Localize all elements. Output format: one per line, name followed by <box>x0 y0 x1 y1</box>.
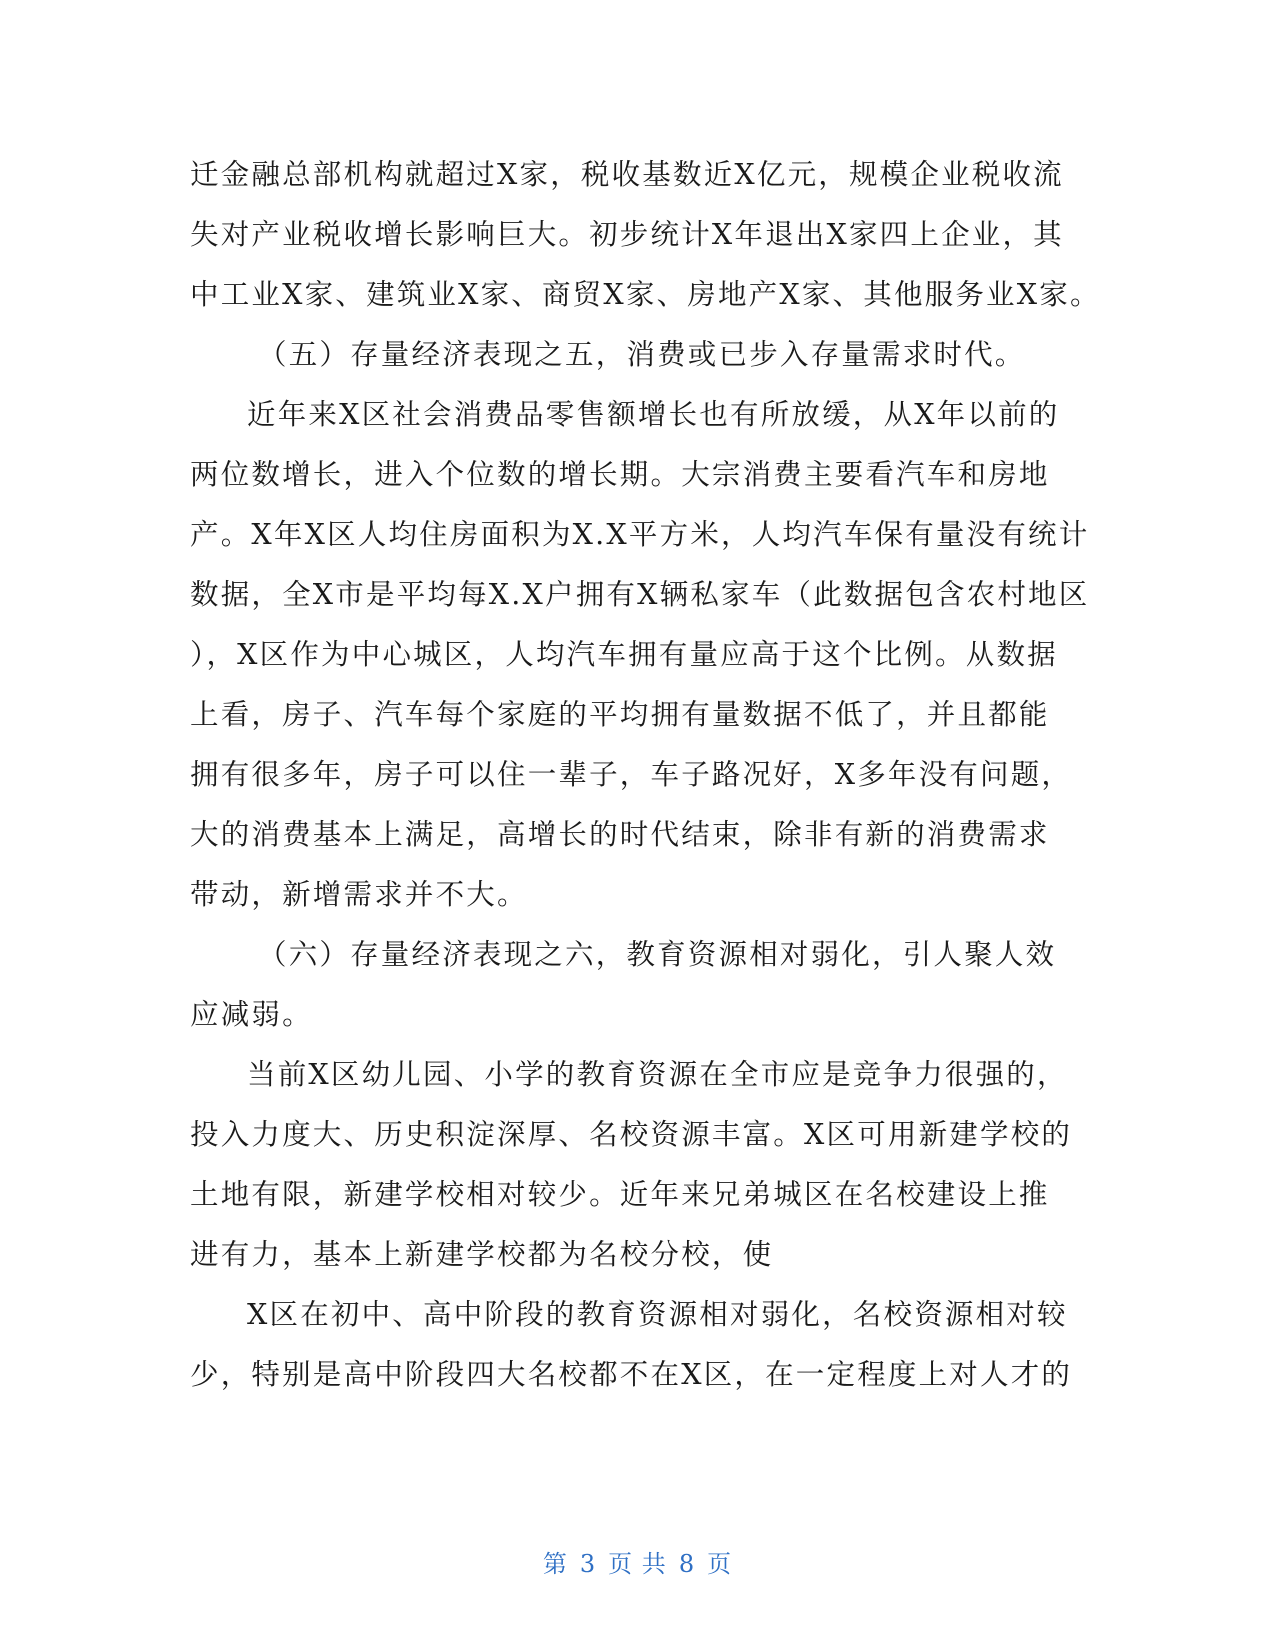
paragraph-first-line: 当前X区幼儿园、小学的教育资源在全市应是竞争力很强的， <box>247 1058 1068 1091</box>
current-page-number: 3 <box>579 1550 597 1578</box>
text-line: 两位数增长，进入个位数的增长期。大宗消费主要看汽车和房地 <box>190 458 1050 491</box>
total-pages-number: 8 <box>678 1550 696 1578</box>
paragraph-first-line: 近年来X区社会消费品零售额增长也有所放缓，从X年以前的 <box>247 398 1060 431</box>
text-line: 拥有很多年，房子可以住一辈子，车子路况好，X多年没有问题， <box>190 758 1073 791</box>
text-line: 大的消费基本上满足，高增长的时代结束，除非有新的消费需求 <box>190 818 1050 851</box>
footer-middle: 页 共 <box>608 1550 667 1578</box>
footer-suffix: 页 <box>707 1550 733 1578</box>
text-line: ），X区作为中心城区，人均汽车拥有量应高于这个比例。从数据 <box>190 638 1058 671</box>
text-line: 数据，全X市是平均每X.X户拥有X辆私家车（此数据包含农村地区 <box>190 578 1090 611</box>
text-line: 少，特别是高中阶段四大名校都不在X区，在一定程度上对人才的 <box>190 1358 1073 1391</box>
footer-prefix: 第 <box>542 1550 568 1578</box>
text-line: 迁金融总部机构就超过X家，税收基数近X亿元，规模企业税收流 <box>190 158 1064 191</box>
text-line: 进有力，基本上新建学校都为名校分校，使 <box>190 1238 774 1271</box>
body-text <box>190 145 1101 1405</box>
text-line: 失对产业税收增长影响巨大。初步统计X年退出X家四上企业，其 <box>190 218 1064 251</box>
page-number-footer <box>0 1544 1275 1579</box>
section-heading-continuation: 应减弱。 <box>190 998 313 1031</box>
section-heading: （五）存量经济表现之五，消费或已步入存量需求时代。 <box>258 338 1026 371</box>
text-line: 上看，房子、汽车每个家庭的平均拥有量数据不低了，并且都能 <box>190 698 1050 731</box>
text-line: 投入力度大、历史积淀深厚、名校资源丰富。X区可用新建学校的 <box>190 1118 1073 1151</box>
paragraph-first-line: X区在初中、高中阶段的教育资源相对弱化，名校资源相对较 <box>247 1298 1068 1331</box>
text-line: 中工业X家、建筑业X家、商贸X家、房地产X家、其他服务业X家。 <box>190 278 1101 311</box>
text-line: 产。X年X区人均住房面积为X.X平方米，人均汽车保有量没有统计 <box>190 518 1090 551</box>
text-line: 土地有限，新建学校相对较少。近年来兄弟城区在名校建设上推 <box>190 1178 1050 1211</box>
text-line: 带动，新增需求并不大。 <box>190 878 528 911</box>
section-heading: （六）存量经济表现之六，教育资源相对弱化，引人聚人效 <box>258 938 1057 971</box>
